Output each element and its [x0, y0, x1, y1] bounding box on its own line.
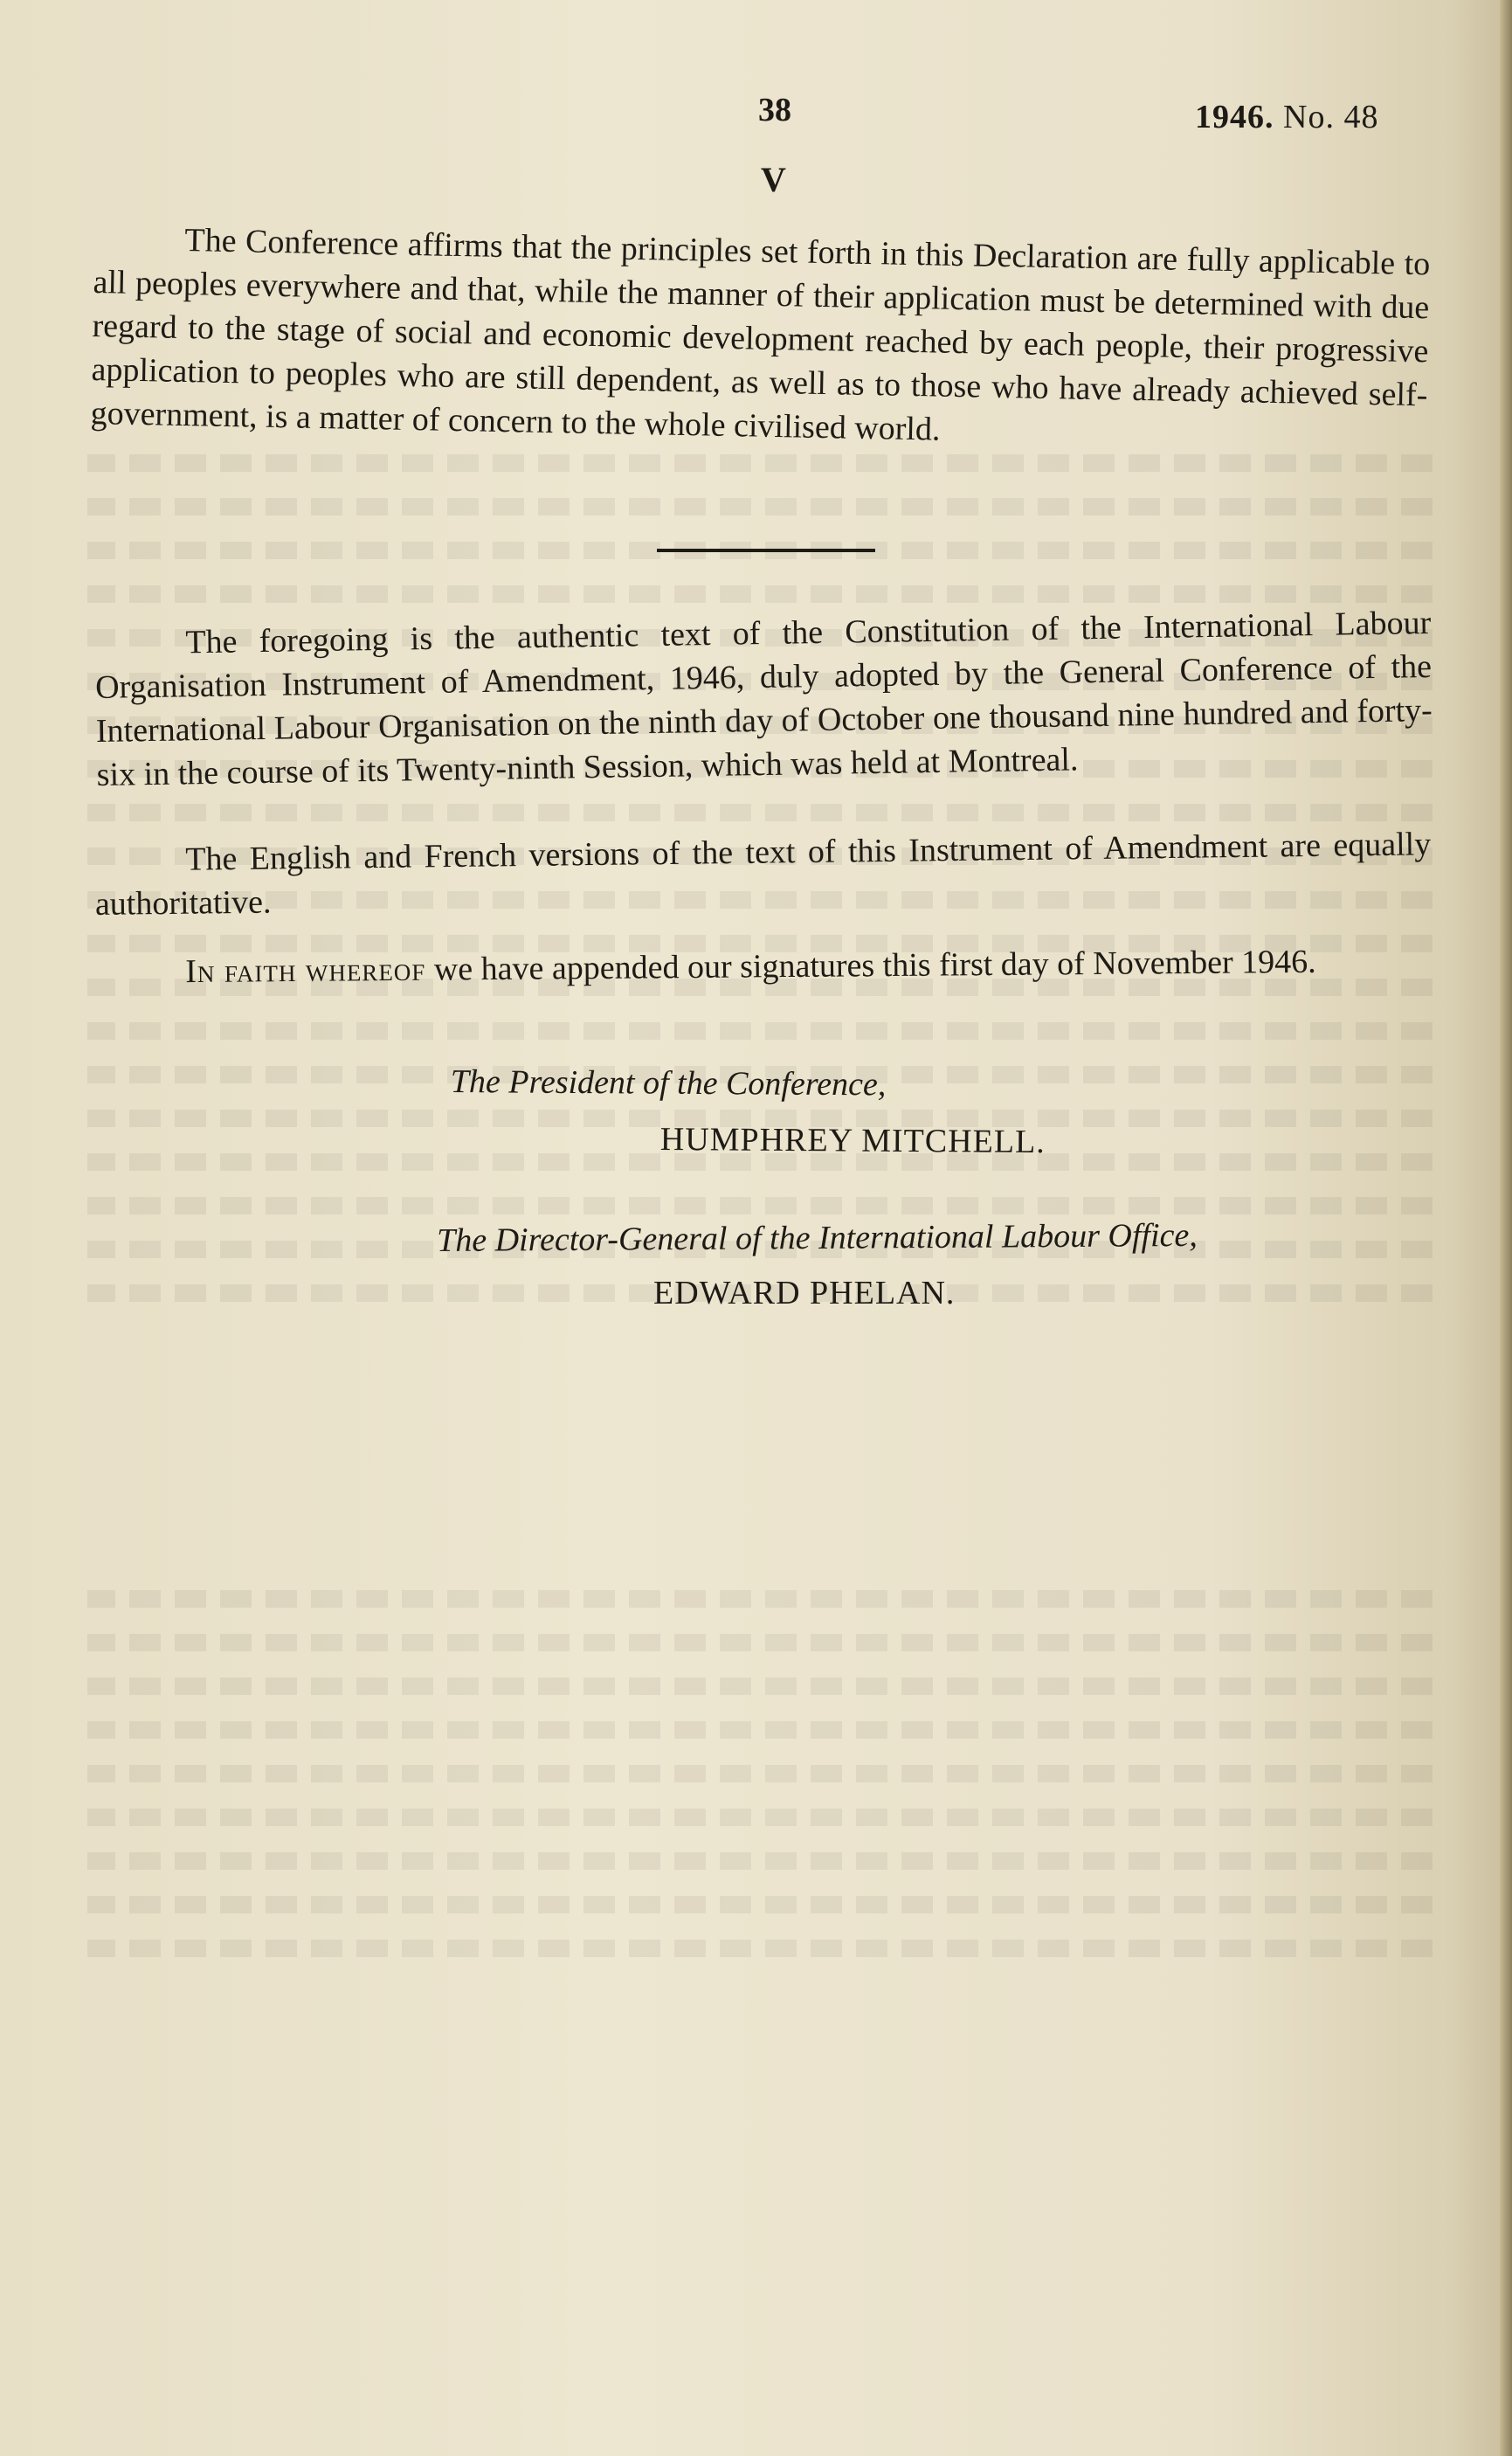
document-year: 1946. [1195, 99, 1274, 135]
paragraph-text: The English and French versions of the text of this Instrument of Amendment are equally authoritative. [94, 826, 1432, 923]
signature-name-director-general: EDWARD PHELAN. [653, 1275, 956, 1311]
show-through-text [87, 454, 1433, 1415]
page-number: 38 [758, 92, 791, 128]
paragraph-languages [94, 822, 1432, 926]
attestation-rest: we have appended our signatures this first day of November 1946. [425, 943, 1316, 988]
paragraph-text: The Conference affirms that the principles set forth in this Declaration are fully applicable to all peoples everywhere and that, while the manner of their application must be determined with due regard to the stage of social and economic development reached by each people, their progressive application to peoples who are still dependent, as well as to those who have already achieved self-government, is a matter of concern to the whole civilised world. [90, 221, 1431, 448]
page-binding-edge [1500, 0, 1512, 2456]
paragraph-declaration [90, 217, 1431, 460]
section-heading: V [761, 160, 786, 199]
paragraph-authentication [94, 601, 1433, 797]
page-header [0, 91, 1512, 143]
signature-role-president: The President of the Conference, [450, 1063, 887, 1103]
section-divider [657, 549, 875, 552]
signature-role-director-general: The Director-General of the International Labour Office, [437, 1216, 1198, 1259]
signature-name-president: HUMPHREY MITCHELL. [659, 1121, 1046, 1161]
document-reference [1195, 98, 1378, 136]
paragraph-text: The foregoing is the authentic text of the Constitution of the International Labour Organisation Instrument of Amendment, 1946, duly adopted by the General Conference of the International Labour Organisation on the ninth day of October one thousand nine hundred and forty-six in the course of its Twenty-ninth Session, which was held at Montreal. [94, 604, 1433, 793]
document-number: No. 48 [1283, 99, 1379, 135]
show-through-text [87, 1590, 1433, 2027]
attestation-lead: In faith whereof [185, 951, 426, 991]
